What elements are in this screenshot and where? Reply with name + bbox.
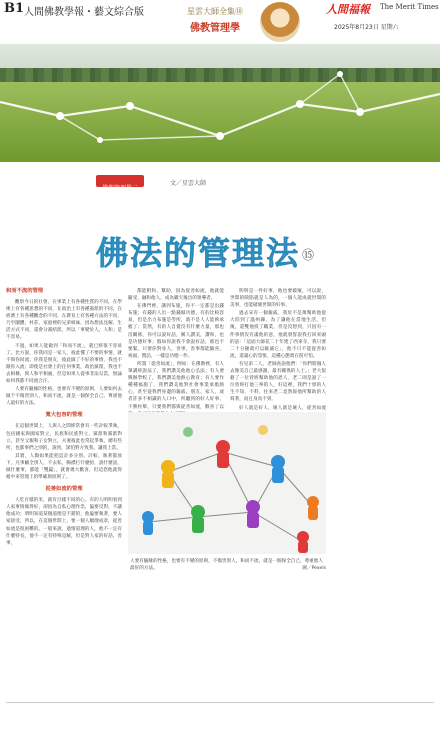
page-bottom-rule — [6, 702, 434, 703]
article-photo — [128, 412, 326, 554]
section-code: B1 — [4, 1, 25, 16]
subhead: 從善如流的管理 — [45, 486, 83, 493]
section-title: 人間佛教學報・藝文綜合版 — [24, 7, 144, 18]
subhead: 寬大包容的管理 — [45, 412, 83, 419]
newspaper-logo: 人間福報 — [326, 3, 370, 16]
article-column-3 — [230, 288, 326, 411]
column-tag-label: 佛教管理學三 — [102, 185, 139, 192]
caption-text: 人要有隨緣的性格，也要有不變的原則，不傷害別人，和而不流，就是一個保全自己，尊重他人最好的方法。 — [130, 559, 323, 571]
article-part-number: ⑮ — [302, 248, 315, 262]
issue-date: 2025年8月23日 星期六 — [334, 24, 399, 31]
paragraph: 都能附和、幫助，因為從善如流，他就能隨受、融和他人，成為職天後出的領導者。 — [128, 289, 224, 302]
paragraph: 在這個世間上，人與人之間經常會有一些計較爭執，包括國家與國家對立，民族和民族對立，黨派和黨派對立，甚至父親和子女對立，夫妻彼此也常起爭執，總有些所，也都事們之別的，說到，深怕對方致我，讓我上當。 — [6, 424, 122, 451]
paragraph: 明明是一件好事，他也要破壞，可以說，世間的缺陷就是人為的，一個人能成就世間的美事，也能破壞世間的好事。 — [230, 289, 326, 309]
column-tag — [96, 175, 144, 192]
series-volume: 星雲大師全集⑩ — [187, 7, 243, 16]
paragraph: 好人就是好人，壞人就是壞人，從善如流 — [239, 405, 326, 411]
game-pieces-network-image — [128, 412, 326, 554]
paragraph: 不過，如果人能做到「和而不流」，就已經很不容易了。比方說，你我同是一家人，彼此懂了不要的事情，就不與你同流；你我是朋友，彼此做了不好的事情，我也不跟你入流；即使是社會上的任何事業，政治黨派，我也不去相稱，與人和平相處，但是如果人從事非法勾當，無論如何我都不同流合汙。 — [6, 343, 122, 385]
article-column-2 — [128, 288, 224, 410]
subhead: 和而不流的管理 — [6, 288, 44, 294]
series-banner — [160, 6, 270, 34]
paragraph: 有兒弟二人，老師查說他們：「你們將個人去顏美自己最感謝，最有關係的人士。」老大很藝了一位曾經幫助他的恩人，老二則是說了一位曾經打他三拳的人，好這裡，我們十發的人生不知，不料，往來老二竟然報他所幫助的人寫著，而且身真不到。 — [230, 361, 326, 403]
master-portrait-image — [260, 2, 300, 42]
paragraph: 觀察今日的社會，在事業上有各種性質的不同，在學術上有各種思想的不同，在政治上有各種黨派的不同。在經濟上有各種觀念的不同，在教育上有各種方法的不同，乃至團體、村莊、家庭裡的兄弟姐妹，因為想法見解、生活方式不同，還會分黨結派，所以「事變於人，人和」是不容易。 — [6, 300, 122, 341]
hero-network-graphic — [0, 44, 440, 162]
paragraph: 在佛門裡，講到布施，你不一定都是出錢布施；有錢的人出一點錢做功德，有的比較容易，但是出力布施是勞所，就不是人人能夠承擔了；當然，有的人自覺沒有什麼力量，那也沒關係，你可以說好話，稱人讚美，讚和，也是功德好事；假如你說我不會說好話，那也不要緊，只要你對身人，善事，善事都能隨喜，祝福，贊訪，一樣是功德一件。 — [128, 304, 224, 359]
paragraph: 過去宋有一個親戚，我於不是萬幫助他從大陸到了溫州縣，為了讓他在當地生活，但後，還雙他找了職業，但是沒想到，只因有一件事情沒有滿他的意，他就發誓說我打回來頭的話：「這面大師花二十年建了西來寺，我只要二十分鐘就可以鏟滅它」，他不只不能從善如流，還滿心的怨恨，這種心態實在很可怕。 — [230, 311, 326, 359]
article-title: 佛法的管理法 — [96, 234, 301, 272]
photo-credit: 圖／Pexels — [302, 566, 326, 571]
series-name: 佛教管理學 — [190, 23, 240, 34]
paragraph: 其實，人類如果能把這計多分別、計較、執著都放下，凡事顧全別人，不去私，胸襟打什麼紛，說什麼話，做什麼事，都能「雙贏」，就會幾大歡喜，但這您他就得擔中來管理上的準確與原則了。 — [6, 453, 122, 481]
paragraph: 人吃百樣的米，就有百樣不同的心。有的人明明看到人家事情做得好，卻因為自私心理作祟，偏要反對，不讓他成功；明明知道某個道理是不錯的，他偏要執著，要人家接受，所以，在這個世間上，要一個人順理成章，從善如流是很困難的。一般來說，過情道理的人，他不一定有什麼特長，他不一定有特殊見解，但是對人家的好話、善事， — [6, 498, 122, 546]
paragraph: 所謂「從善如流」，例如：在佛教裡，有人畢講經說法了，我們讚美他他心弘法；有人要興辦學校了，我們讚美他熱心教育；有人要作種種福施了，我們讚美他對社會事業承擔熱心，甚至從我們身邊的親戚、朋友、家人，或者許多不相識的人口中，所聽到的好人好事、不勝枚舉，只要我們都與從善如流，歡喜了以 — [128, 361, 224, 410]
hero-photo — [0, 44, 440, 162]
newspaper-logo-english: The Merit Times — [380, 3, 439, 11]
paragraph: 人要有隨緣的性格，也要有不變的原則，人要如何去做个不傷害別人，和而不流，就是一個保全自己、尊重他人最好的方法。 — [6, 387, 122, 407]
article-column-1 — [6, 288, 122, 698]
author-byline: 文／星雲大師 — [170, 180, 207, 187]
photo-caption — [130, 558, 326, 572]
page-header — [0, 0, 440, 44]
